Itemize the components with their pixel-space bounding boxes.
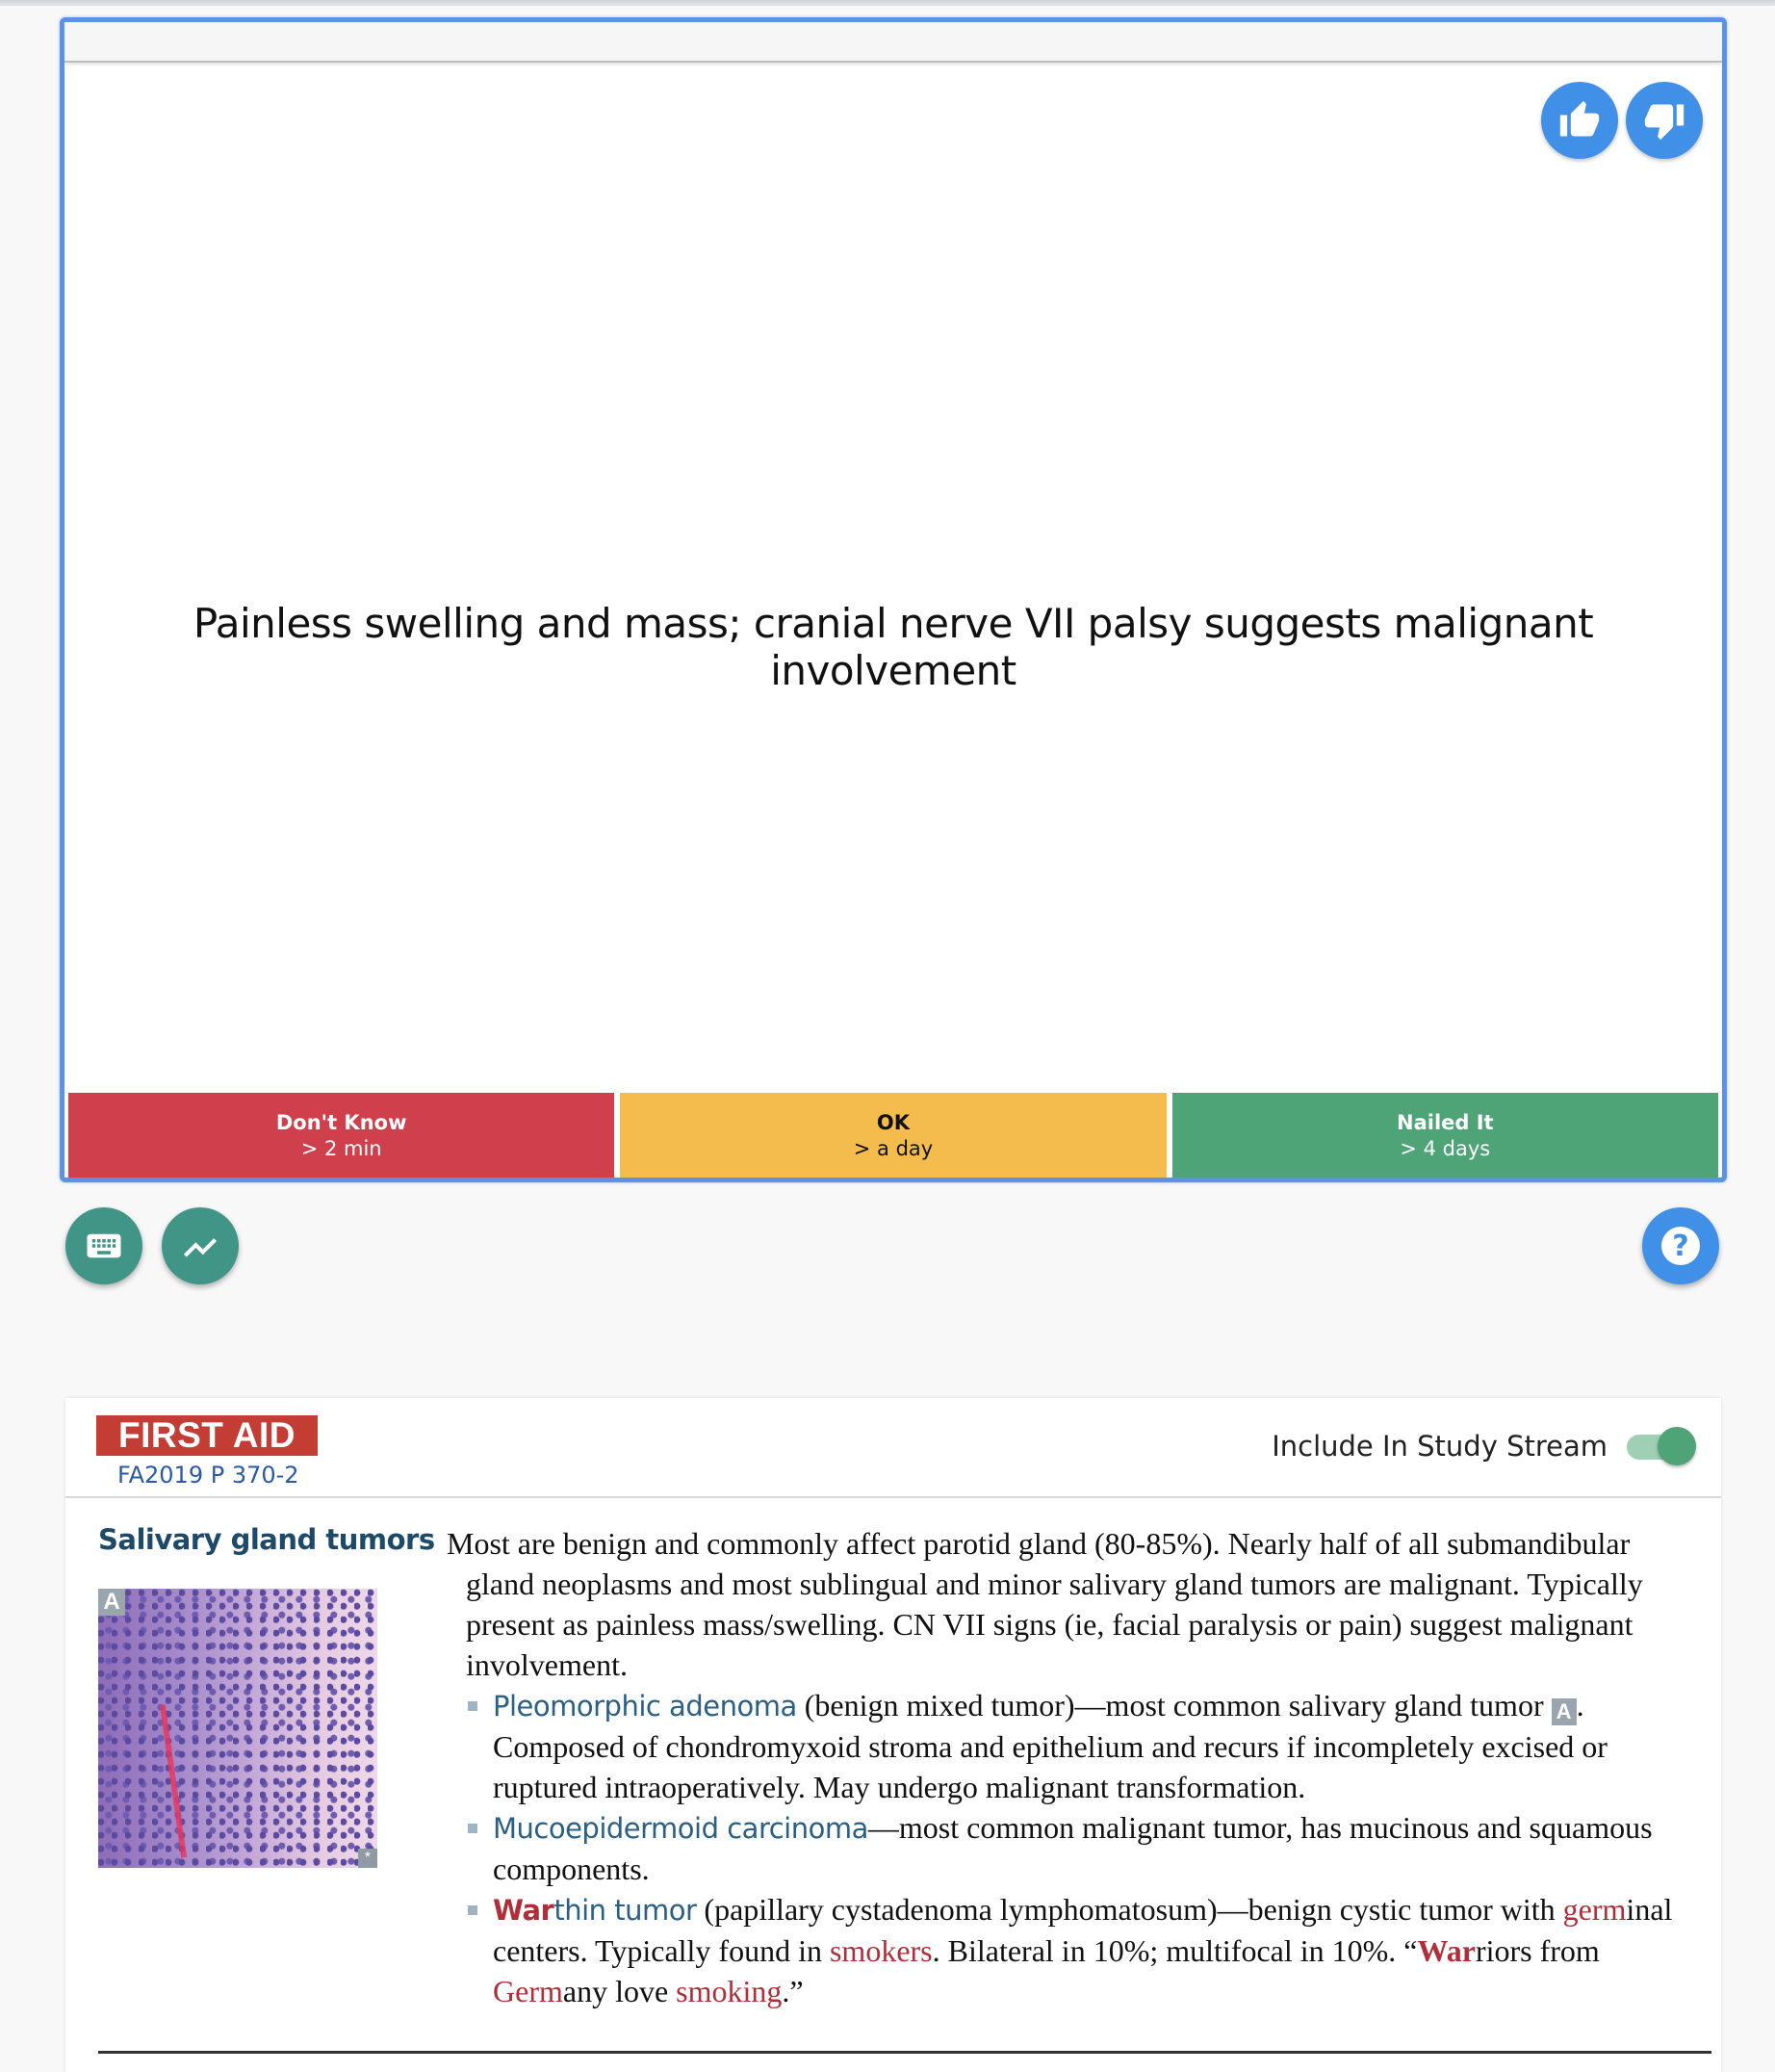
bullet-text: riors from	[1475, 1933, 1600, 1968]
thumbs-down-button[interactable]	[1626, 82, 1703, 159]
mnemonic-highlight: Germ	[493, 1974, 563, 2008]
mnemonic-highlight: germ	[1562, 1892, 1627, 1927]
bullet-text: any love	[562, 1974, 677, 2008]
bullet-icon	[468, 1824, 477, 1833]
intro-paragraph: Most are benign and commonly affect parotid gland (80-85%). Nearly half of all submandibular gland neoplasms and most sublingual and minor salivary gland tumors are malignant. Typically present as painless mass/swelling. CN VII signs (ie, facial paralysis or pain) suggest malignant involvement.	[447, 1526, 1643, 1682]
study-stream-toggle[interactable]	[1625, 1427, 1696, 1465]
bullet-text: (papillary cystadenoma lymphomatosum)—benign cystic tumor with	[696, 1892, 1563, 1927]
answer-interval: > 2 min	[300, 1137, 382, 1160]
term-link[interactable]	[493, 1894, 696, 1927]
first-aid-reference[interactable]: FA2019 P 370-2	[117, 1462, 299, 1489]
image-ref-tag[interactable]: A	[1552, 1698, 1577, 1725]
term-text: thin tumor	[553, 1894, 697, 1927]
image-detail	[160, 1704, 187, 1857]
thumbs-up-button[interactable]	[1541, 82, 1618, 159]
help-button[interactable]	[1642, 1207, 1719, 1284]
bullet-list	[466, 1685, 1698, 2011]
histology-image[interactable]	[98, 1589, 377, 1868]
flashcard	[60, 17, 1727, 1182]
first-aid-logo: FIRST AID	[96, 1415, 318, 1456]
first-aid-panel	[65, 1398, 1721, 2072]
answer-label: OK	[876, 1111, 911, 1134]
bullet-icon	[468, 1701, 477, 1711]
study-stream-label: Include In Study Stream	[1272, 1430, 1608, 1463]
answer-interval: > a day	[853, 1137, 934, 1160]
browser-top-strip	[0, 0, 1775, 6]
stats-button[interactable]	[162, 1207, 239, 1284]
bullet-text: (benign mixed tumor)—most common salivary gland tumor	[796, 1688, 1552, 1722]
flashcard-prompt: Painless swelling and mass; cranial nerve VII palsy suggests malignant involvement	[193, 600, 1594, 694]
panel-divider	[65, 1496, 1721, 1498]
flashcard-header	[64, 22, 1722, 63]
answer-buttons	[68, 1093, 1718, 1179]
nailed-it-button[interactable]	[1172, 1093, 1718, 1179]
term-link[interactable]: Mucoepidermoid carcinoma	[493, 1812, 868, 1845]
topic-body	[447, 1523, 1698, 2011]
bullet-text: inal centers. Typically found in	[493, 1892, 1673, 1968]
trending-up-icon	[179, 1225, 221, 1267]
mnemonic-highlight: smokers	[829, 1933, 933, 1968]
bullet-text: . Composed of chondromyxoid stroma and epithelium and recurs if incompletely excised or ruptured intraoperatively. May undergo malignant transformation.	[493, 1688, 1608, 1804]
mnemonic-highlight: War	[1417, 1933, 1476, 1968]
answer-label: Nailed It	[1397, 1111, 1494, 1134]
list-item	[466, 1807, 1698, 1889]
mnemonic-highlight: War	[493, 1894, 554, 1927]
thumbs-up-icon	[1558, 99, 1601, 142]
list-item	[466, 1889, 1698, 2011]
answer-interval: > 4 days	[1400, 1137, 1491, 1160]
answer-label: Don't Know	[275, 1111, 407, 1134]
bullet-text: . Bilateral in 10%; multifocal in 10%. “	[932, 1933, 1418, 1968]
vote-group	[1541, 82, 1703, 159]
bullet-icon	[468, 1905, 477, 1915]
image-corner-icon: *	[358, 1849, 377, 1868]
bullet-text: .”	[782, 1974, 804, 2008]
topic-title: Salivary gland tumors	[98, 1523, 435, 1556]
help-circle-icon	[1658, 1223, 1704, 1269]
study-stream-toggle-row	[1272, 1427, 1696, 1465]
bullet-text: —most common malignant tumor, has mucinous and squamous components.	[493, 1810, 1653, 1886]
dont-know-button[interactable]	[68, 1093, 614, 1179]
keyboard-shortcuts-button[interactable]	[65, 1207, 142, 1284]
ok-button[interactable]	[620, 1093, 1166, 1179]
section-rule	[98, 2051, 1711, 2054]
list-item	[466, 1685, 1698, 1807]
svg-text:?: ?	[1672, 1230, 1689, 1263]
image-tag: A	[98, 1589, 125, 1616]
mnemonic-highlight: smoking	[676, 1974, 783, 2008]
keyboard-icon	[84, 1226, 124, 1266]
thumbs-down-icon	[1643, 99, 1685, 142]
term-link[interactable]: Pleomorphic adenoma	[493, 1690, 797, 1722]
toggle-thumb	[1658, 1427, 1696, 1465]
